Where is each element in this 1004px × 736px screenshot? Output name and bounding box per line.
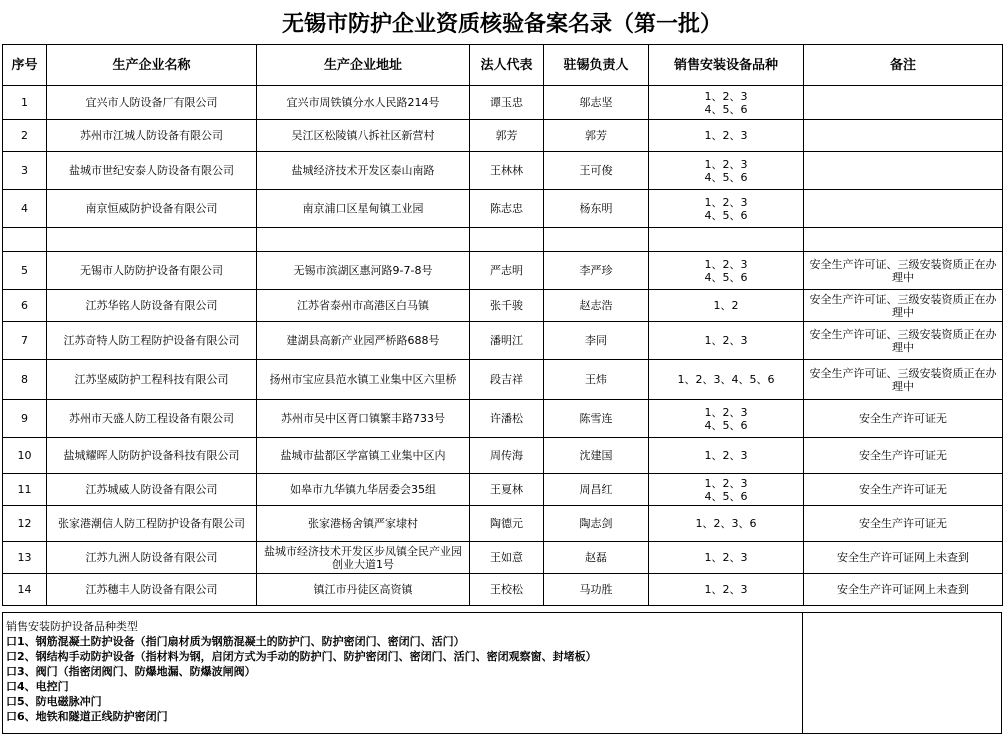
cell-remarks: 安全生产许可证、三级安装资质正在办理中 — [804, 252, 1003, 290]
cell-remarks: 安全生产许可证、三级安装资质正在办理中 — [804, 290, 1003, 322]
cell-equipment-types: 1、2、3 4、5、6 — [649, 190, 804, 228]
cell-local-manager: 赵志浩 — [544, 290, 649, 322]
header-local-manager: 驻锡负责人 — [544, 45, 649, 86]
cell-serial: 4 — [3, 190, 47, 228]
table-row — [3, 474, 1003, 506]
cell-serial: 1 — [3, 86, 47, 120]
cell-equipment-types: 1、2、3 — [649, 574, 804, 606]
cell-equipment-types — [649, 228, 804, 252]
cell-serial: 10 — [3, 438, 47, 474]
cell-equipment-types: 1、2、3 4、5、6 — [649, 252, 804, 290]
cell-legal-rep: 王夏林 — [470, 474, 544, 506]
note-item: 口3、阀门（指密闭阀门、防爆地漏、防爆波闸阀） — [6, 665, 256, 678]
cell-legal-rep: 王林林 — [470, 152, 544, 190]
cell-local-manager: 赵磊 — [544, 542, 649, 574]
header-legal-rep: 法人代表 — [470, 45, 544, 86]
cell-company-address: 盐城市盐都区学富镇工业集中区内 — [257, 438, 470, 474]
cell-local-manager: 王炜 — [544, 360, 649, 400]
cell-company-address: 盐城市经济技术开发区步凤镇全民产业园创业大道1号 — [257, 542, 470, 574]
cell-local-manager: 马功胜 — [544, 574, 649, 606]
cell-remarks: 安全生产许可证、三级安装资质正在办理中 — [804, 360, 1003, 400]
cell-equipment-types: 1、2、3 4、5、6 — [649, 474, 804, 506]
document-title: 无锡市防护企业资质核验备案名录（第一批） — [281, 10, 722, 37]
cell-equipment-types: 1、2 — [649, 290, 804, 322]
cell-remarks: 安全生产许可证无 — [804, 506, 1003, 542]
cell-remarks — [804, 152, 1003, 190]
table-row — [3, 574, 1003, 606]
cell-company-address: 镇江市丹徒区高资镇 — [257, 574, 470, 606]
header-row — [3, 45, 1003, 86]
table-row — [3, 86, 1003, 120]
cell-company-name: 宜兴市人防设备厂有限公司 — [47, 86, 257, 120]
cell-legal-rep: 张千骏 — [470, 290, 544, 322]
cell-company-address: 南京浦口区星甸镇工业园 — [257, 190, 470, 228]
cell-company-name: 江苏九洲人防设备有限公司 — [47, 542, 257, 574]
cell-remarks: 安全生产许可证无 — [804, 474, 1003, 506]
header-company-name: 生产企业名称 — [47, 45, 257, 86]
cell-remarks: 安全生产许可证无 — [804, 438, 1003, 474]
header-serial: 序号 — [3, 45, 47, 86]
table-row — [3, 190, 1003, 228]
cell-legal-rep: 王校松 — [470, 574, 544, 606]
cell-serial: 5 — [3, 252, 47, 290]
cell-serial: 11 — [3, 474, 47, 506]
cell-serial: 2 — [3, 120, 47, 152]
table-row — [3, 438, 1003, 474]
cell-local-manager: 杨东明 — [544, 190, 649, 228]
cell-company-name: 江苏华铭人防设备有限公司 — [47, 290, 257, 322]
equipment-types-notes — [2, 612, 802, 734]
cell-equipment-types: 1、2、3 — [649, 438, 804, 474]
cell-company-address: 无锡市滨湖区惠河路9-7-8号 — [257, 252, 470, 290]
table-row — [3, 322, 1003, 360]
cell-legal-rep: 陶德元 — [470, 506, 544, 542]
cell-remarks: 安全生产许可证无 — [804, 400, 1003, 438]
cell-legal-rep: 陈志忠 — [470, 190, 544, 228]
cell-company-name: 江苏穗丰人防设备有限公司 — [47, 574, 257, 606]
cell-local-manager: 沈建国 — [544, 438, 649, 474]
cell-remarks: 安全生产许可证、三级安装资质正在办理中 — [804, 322, 1003, 360]
table-row — [3, 360, 1003, 400]
header-company-address: 生产企业地址 — [257, 45, 470, 86]
cell-company-name: 苏州市天盛人防工程设备有限公司 — [47, 400, 257, 438]
cell-equipment-types: 1、2、3、4、5、6 — [649, 360, 804, 400]
cell-company-address: 宜兴市周铁镇分水人民路214号 — [257, 86, 470, 120]
cell-company-address: 张家港杨舍镇严家埭村 — [257, 506, 470, 542]
cell-local-manager: 陶志剑 — [544, 506, 649, 542]
cell-company-address: 吴江区松陵镇八拆社区新营村 — [257, 120, 470, 152]
cell-company-address: 盐城经济技术开发区泰山南路 — [257, 152, 470, 190]
cell-serial: 9 — [3, 400, 47, 438]
cell-local-manager: 郭芳 — [544, 120, 649, 152]
cell-serial — [3, 228, 47, 252]
cell-local-manager: 李严珍 — [544, 252, 649, 290]
cell-company-name: 盐城耀晖人防防护设备科技有限公司 — [47, 438, 257, 474]
cell-serial: 7 — [3, 322, 47, 360]
cell-local-manager: 李同 — [544, 322, 649, 360]
cell-legal-rep: 严志明 — [470, 252, 544, 290]
table-row — [3, 400, 1003, 438]
note-item: 口4、电控门 — [6, 680, 69, 693]
table-row — [3, 542, 1003, 574]
table-row — [3, 506, 1003, 542]
cell-company-name: 江苏坚威防护工程科技有限公司 — [47, 360, 257, 400]
cell-equipment-types: 1、2、3 — [649, 542, 804, 574]
cell-equipment-types: 1、2、3 4、5、6 — [649, 152, 804, 190]
table-row — [3, 152, 1003, 190]
cell-company-address: 江苏省泰州市高港区白马镇 — [257, 290, 470, 322]
cell-serial: 3 — [3, 152, 47, 190]
cell-legal-rep: 段吉祥 — [470, 360, 544, 400]
note-item: 口6、地铁和隧道正线防护密闭门 — [6, 710, 168, 723]
cell-remarks — [804, 190, 1003, 228]
cell-company-name — [47, 228, 257, 252]
registry-table — [2, 44, 1003, 606]
cell-company-name: 苏州市江城人防设备有限公司 — [47, 120, 257, 152]
cell-company-name: 南京恒威防护设备有限公司 — [47, 190, 257, 228]
cell-company-address: 如皋市九华镇九华居委会35组 — [257, 474, 470, 506]
cell-local-manager: 周昌红 — [544, 474, 649, 506]
table-row — [3, 252, 1003, 290]
cell-serial: 12 — [3, 506, 47, 542]
notes-empty-cell — [802, 612, 1002, 734]
cell-company-name: 张家港潮信人防工程防护设备有限公司 — [47, 506, 257, 542]
cell-equipment-types: 1、2、3 — [649, 120, 804, 152]
cell-company-name: 盐城市世纪安泰人防设备有限公司 — [47, 152, 257, 190]
cell-company-address — [257, 228, 470, 252]
cell-local-manager: 陈雪连 — [544, 400, 649, 438]
note-item: 口1、钢筋混凝土防护设备（指门扇材质为钢筋混凝土的防护门、防护密闭门、密闭门、活门） — [6, 635, 465, 648]
cell-legal-rep: 谭玉忠 — [470, 86, 544, 120]
note-item: 口2、钢结构手动防护设备（指材料为钢，启闭方式为手动的防护门、防护密闭门、密闭门、活门、密闭观察窗、封堵板） — [6, 650, 597, 663]
cell-company-name: 江苏城威人防设备有限公司 — [47, 474, 257, 506]
cell-legal-rep: 周传海 — [470, 438, 544, 474]
table-row — [3, 228, 1003, 252]
cell-remarks — [804, 120, 1003, 152]
cell-remarks — [804, 86, 1003, 120]
cell-company-address: 建湖县高新产业园严桥路688号 — [257, 322, 470, 360]
cell-remarks: 安全生产许可证网上未查到 — [804, 542, 1003, 574]
cell-serial: 13 — [3, 542, 47, 574]
cell-equipment-types: 1、2、3、6 — [649, 506, 804, 542]
cell-company-name: 无锡市人防防护设备有限公司 — [47, 252, 257, 290]
cell-local-manager: 邬志坚 — [544, 86, 649, 120]
cell-legal-rep — [470, 228, 544, 252]
table-row — [3, 290, 1003, 322]
header-equipment-types: 销售安装设备品种 — [649, 45, 804, 86]
cell-legal-rep: 王如意 — [470, 542, 544, 574]
cell-serial: 6 — [3, 290, 47, 322]
cell-equipment-types: 1、2、3 4、5、6 — [649, 400, 804, 438]
note-item: 口5、防电磁脉冲门 — [6, 695, 102, 708]
cell-equipment-types: 1、2、3 4、5、6 — [649, 86, 804, 120]
header-remarks: 备注 — [804, 45, 1003, 86]
table-row — [3, 120, 1003, 152]
cell-local-manager: 王可俊 — [544, 152, 649, 190]
cell-remarks: 安全生产许可证网上未查到 — [804, 574, 1003, 606]
cell-equipment-types: 1、2、3 — [649, 322, 804, 360]
cell-remarks — [804, 228, 1003, 252]
cell-serial: 14 — [3, 574, 47, 606]
cell-serial: 8 — [3, 360, 47, 400]
cell-legal-rep: 潘明江 — [470, 322, 544, 360]
cell-company-address: 苏州市吴中区胥口镇繁丰路733号 — [257, 400, 470, 438]
cell-company-name: 江苏奇特人防工程防护设备有限公司 — [47, 322, 257, 360]
cell-company-address: 扬州市宝应县范水镇工业集中区六里桥 — [257, 360, 470, 400]
cell-local-manager — [544, 228, 649, 252]
cell-legal-rep: 郭芳 — [470, 120, 544, 152]
cell-legal-rep: 许潘松 — [470, 400, 544, 438]
notes-title: 销售安装防护设备品种类型 — [6, 620, 138, 633]
